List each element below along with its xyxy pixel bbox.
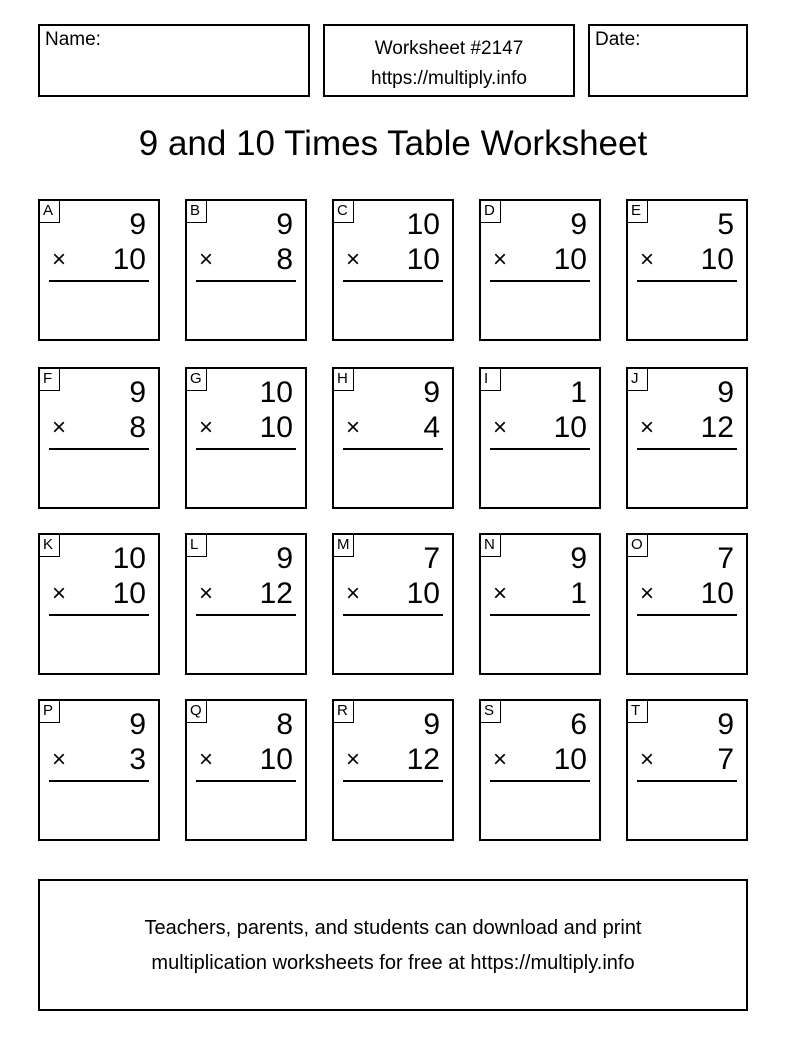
worksheet-number: Worksheet #2147 (374, 38, 524, 59)
problem-letter: P (40, 701, 60, 723)
problem-card (332, 533, 454, 675)
problem-card (38, 699, 160, 841)
problem-letter: M (334, 535, 354, 557)
problem-card (38, 199, 160, 341)
problem-card (626, 533, 748, 675)
problem-top-number: 9 (129, 376, 146, 409)
problem-bottom-number: 10 (406, 243, 440, 276)
footer-line-2: multiplication worksheets for free at https://multiply.info (151, 952, 635, 974)
problem-letter: S (481, 701, 501, 723)
problem-top-number: 9 (717, 376, 734, 409)
problem-letter: H (334, 369, 354, 391)
problem-bottom-number: 12 (259, 577, 293, 610)
problem-letter: A (40, 201, 60, 223)
multiply-sign: × (346, 580, 361, 607)
problem-top-number: 7 (423, 542, 440, 575)
problem-bottom-number: 1 (570, 577, 587, 610)
problem-top-number: 9 (423, 708, 440, 741)
problem-card (185, 533, 307, 675)
problem-card (479, 199, 601, 341)
problem-letter: G (187, 369, 207, 391)
name-label: Name: (45, 29, 101, 50)
problem-bottom-number: 10 (553, 243, 587, 276)
problem-bottom-number: 10 (112, 243, 146, 276)
problem-letter: E (628, 201, 648, 223)
problem-bottom-number: 3 (129, 743, 146, 776)
multiply-sign: × (640, 414, 655, 441)
problem-top-number: 9 (717, 708, 734, 741)
answer-line (196, 780, 296, 782)
multiply-sign: × (52, 746, 67, 773)
answer-line (490, 448, 590, 450)
date-label: Date: (595, 29, 641, 50)
problem-letter: J (628, 369, 648, 391)
problem-card (332, 367, 454, 509)
answer-line (343, 448, 443, 450)
multiply-sign: × (346, 246, 361, 273)
problem-card (38, 533, 160, 675)
problem-bottom-number: 10 (259, 411, 293, 444)
answer-line (637, 780, 737, 782)
worksheet-title: 9 and 10 Times Table Worksheet (138, 124, 648, 163)
problem-letter: O (628, 535, 648, 557)
problem-card (626, 699, 748, 841)
problem-bottom-number: 8 (276, 243, 293, 276)
problem-top-number: 9 (423, 376, 440, 409)
multiply-sign: × (52, 580, 67, 607)
multiply-sign: × (52, 246, 67, 273)
problem-card (626, 199, 748, 341)
problem-letter: B (187, 201, 207, 223)
problem-card (185, 199, 307, 341)
problem-top-number: 6 (570, 708, 587, 741)
answer-line (637, 614, 737, 616)
answer-line (637, 448, 737, 450)
problem-top-number: 10 (112, 542, 146, 575)
problem-letter: R (334, 701, 354, 723)
problem-top-number: 9 (276, 208, 293, 241)
answer-line (343, 280, 443, 282)
problem-letter: L (187, 535, 207, 557)
problem-bottom-number: 7 (717, 743, 734, 776)
problem-card (185, 367, 307, 509)
problem-letter: K (40, 535, 60, 557)
worksheet-url: https://multiply.info (371, 68, 527, 89)
answer-line (49, 448, 149, 450)
problem-card (185, 699, 307, 841)
footer-line-1: Teachers, parents, and students can download and print (144, 917, 642, 939)
problem-top-number: 5 (717, 208, 734, 241)
problem-card (479, 533, 601, 675)
problem-bottom-number: 10 (553, 743, 587, 776)
problem-bottom-number: 10 (700, 577, 734, 610)
footer-box (38, 879, 748, 1011)
problem-bottom-number: 12 (700, 411, 734, 444)
problem-card (38, 367, 160, 509)
multiply-sign: × (199, 414, 214, 441)
problem-card (332, 699, 454, 841)
problem-card (479, 699, 601, 841)
answer-line (49, 614, 149, 616)
problem-letter: Q (187, 701, 207, 723)
multiply-sign: × (493, 246, 508, 273)
answer-line (49, 280, 149, 282)
multiply-sign: × (640, 580, 655, 607)
problem-top-number: 1 (570, 376, 587, 409)
answer-line (49, 780, 149, 782)
problem-top-number: 9 (570, 542, 587, 575)
problem-letter: D (481, 201, 501, 223)
date-box (588, 24, 748, 97)
multiply-sign: × (199, 746, 214, 773)
multiply-sign: × (346, 414, 361, 441)
answer-line (490, 614, 590, 616)
answer-line (196, 280, 296, 282)
answer-line (196, 614, 296, 616)
problem-letter: T (628, 701, 648, 723)
problem-bottom-number: 12 (406, 743, 440, 776)
problem-bottom-number: 10 (700, 243, 734, 276)
problem-bottom-number: 8 (129, 411, 146, 444)
problem-bottom-number: 10 (112, 577, 146, 610)
problem-top-number: 10 (406, 208, 440, 241)
problem-top-number: 9 (129, 708, 146, 741)
problem-bottom-number: 4 (423, 411, 440, 444)
multiply-sign: × (199, 580, 214, 607)
problem-top-number: 9 (570, 208, 587, 241)
worksheet-info-box (323, 24, 575, 97)
problem-letter: F (40, 369, 60, 391)
multiply-sign: × (493, 414, 508, 441)
problem-card (626, 367, 748, 509)
problem-bottom-number: 10 (259, 743, 293, 776)
answer-line (490, 280, 590, 282)
answer-line (637, 280, 737, 282)
answer-line (343, 614, 443, 616)
problem-top-number: 9 (129, 208, 146, 241)
multiply-sign: × (493, 580, 508, 607)
multiply-sign: × (346, 746, 361, 773)
problem-letter: C (334, 201, 354, 223)
multiply-sign: × (52, 414, 67, 441)
multiply-sign: × (199, 246, 214, 273)
problem-letter: I (481, 369, 501, 391)
multiply-sign: × (640, 746, 655, 773)
problem-top-number: 10 (259, 376, 293, 409)
problem-top-number: 7 (717, 542, 734, 575)
problem-top-number: 8 (276, 708, 293, 741)
problem-bottom-number: 10 (553, 411, 587, 444)
problem-top-number: 9 (276, 542, 293, 575)
problem-card (332, 199, 454, 341)
name-box (38, 24, 310, 97)
problem-bottom-number: 10 (406, 577, 440, 610)
multiply-sign: × (640, 246, 655, 273)
problem-card (479, 367, 601, 509)
answer-line (490, 780, 590, 782)
problem-letter: N (481, 535, 501, 557)
answer-line (196, 448, 296, 450)
answer-line (343, 780, 443, 782)
multiply-sign: × (493, 746, 508, 773)
